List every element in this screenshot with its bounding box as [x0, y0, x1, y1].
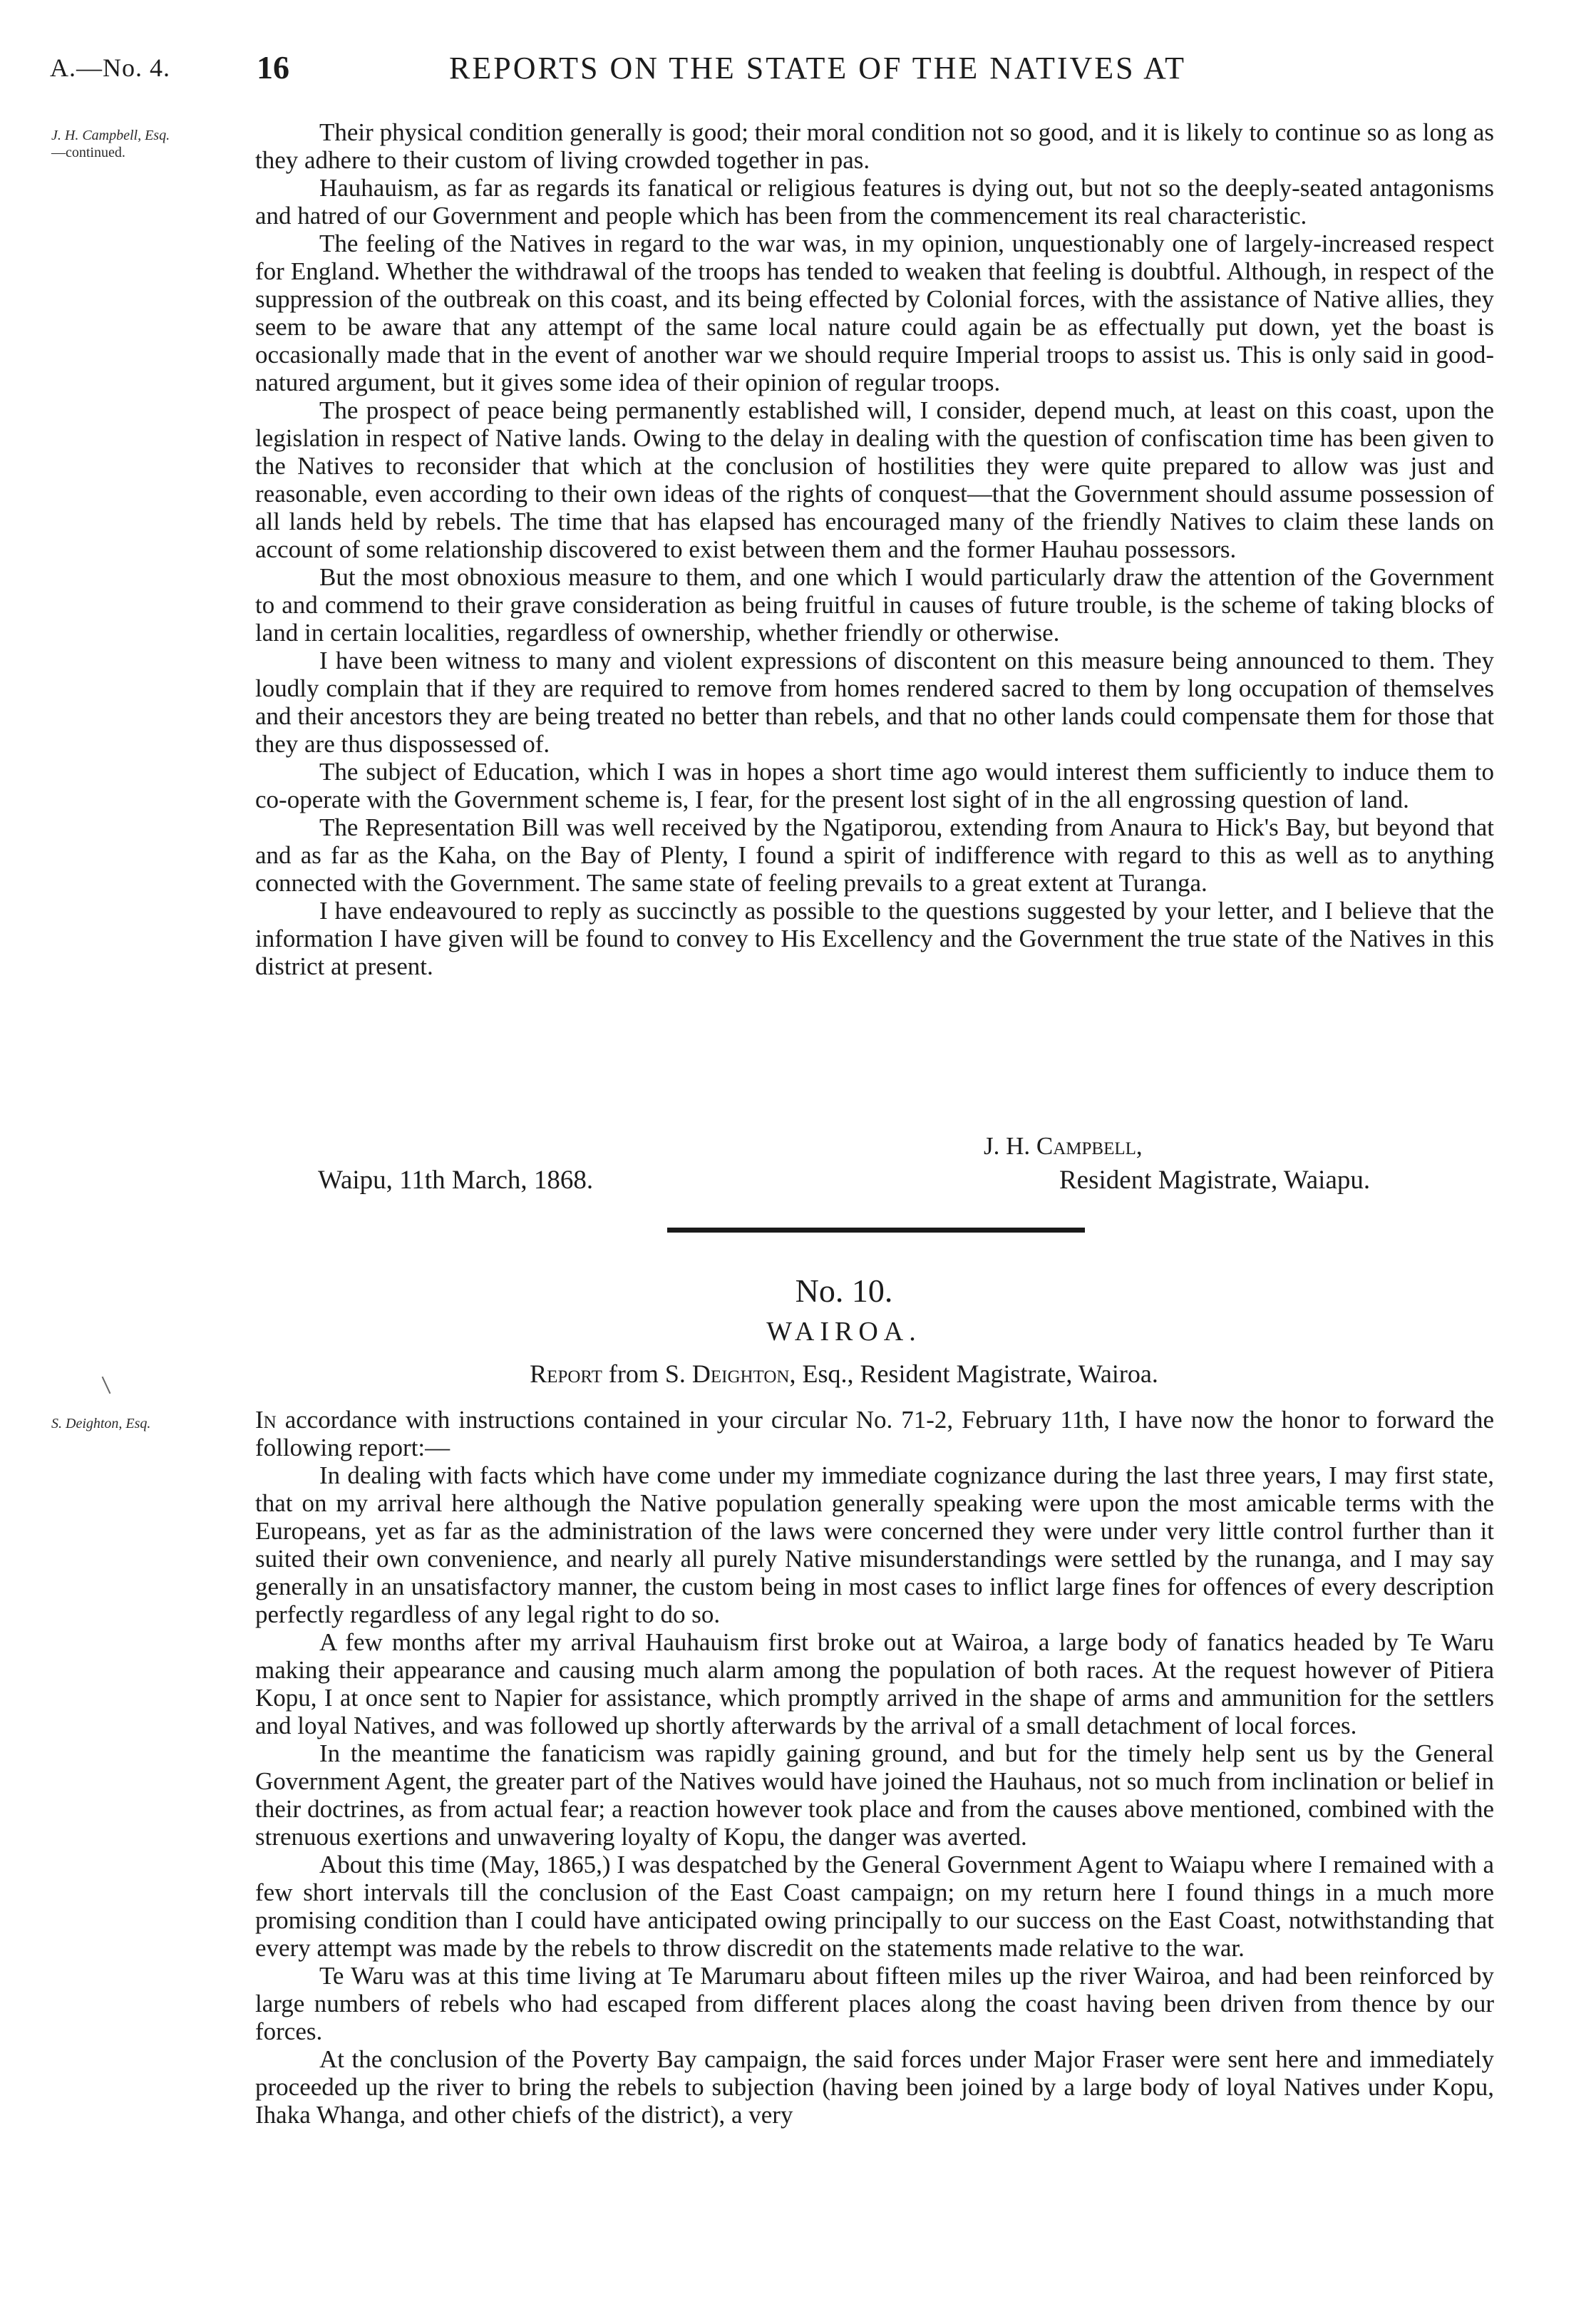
section-subtitle [0, 1359, 1591, 1389]
deighton-report-body [255, 1406, 1494, 2129]
subtitle-from: from S. [602, 1359, 692, 1388]
paragraph: The feeling of the Natives in regard to the war was, in my opinion, unquestionably one of largely-increased respect for England. Whether the withdrawal of the troops has tended to weaken that feeling is doubtful. Although, in respect of the suppression of the outbreak on this coast, and its being effected by Colonial forces, with the assistance of Native allies, they seem to be aware that any attempt of the same local nature could again be as effectually put down, yet the boast is occasionally made that in the event of another war we should require Imperial troops to assist us. This is only said in good-natured argument, but it gives some idea of their opinion of regular troops. [255, 230, 1494, 396]
section-place: WAIROA. [766, 1317, 922, 1347]
paragraph: The Representation Bill was well received by the Ngatiporou, extending from Anaura to Hick's Bay, but beyond that and as far as the Kaha, on the Bay of Plenty, I found a spirit of indifference with regard to this as well as to anything connected with the Government. The same state of feeling prevails to a great extent at Turanga. [255, 813, 1494, 897]
section-divider [667, 1228, 1085, 1233]
page-number: 16 [257, 49, 289, 86]
signature-place-date: Waipu, 11th March, 1868. [318, 1166, 594, 1195]
opening-paragraph [255, 1406, 1494, 1461]
page-header [50, 48, 1490, 98]
sidenote-campbell-name: J. H. Campbell, Esq. [51, 128, 170, 143]
paragraph: The prospect of peace being permanently established will, I consider, depend much, at least on this coast, upon the legislation in respect of Native lands. Owing to the delay in dealing with the question of confiscation time has been given to the Natives to reconsider that which at the conclusion of hostilities they were quite prepared to allow was just and reasonable, even according to their own ideas of the rights of conquest—that the Government should assume possession of all lands held by rebels. The time that has elapsed has encouraged many of the friendly Natives to claim these lands on account of some relationship discovered to exist between them and the former Hauhau possessors. [255, 396, 1494, 563]
sidenote-deighton-name: S. Deighton, Esq. [51, 1416, 151, 1431]
signature-name: J. H. Campbell, [984, 1132, 1143, 1160]
paragraph: A few months after my arrival Hauhauism first broke out at Wairoa, a large body of fanatics headed by Te Waru making their appearance and causing much alarm among the population of both races. At the request however of Pitiera Kopu, I at once sent to Napier for assistance, which promptly arrived in the shape of arms and ammunition for the settlers and loyal Natives, and was followed up shortly afterwards by the arrival of a small detachment of local forces. [255, 1628, 1494, 1739]
paragraph: Te Waru was at this time living at Te Marumaru about fifteen miles up the river Wairoa, and had been reinforced by large numbers of rebels who had escaped from different places along the coast having been driven from thence by our forces. [255, 1962, 1494, 2045]
sidenote-campbell-continued: —continued. [51, 145, 125, 160]
signature-title: Resident Magistrate, Waiapu. [1059, 1166, 1371, 1195]
opening-rest: accordance with instructions contained in your circular No. 71-2, February 11th, I have now the honor to forward the following report:— [255, 1406, 1494, 1461]
campbell-report-body [255, 118, 1494, 980]
paragraph: Their physical condition generally is good; their moral condition not so good, and it is likely to continue so as long as they adhere to their custom of living crowded together in pas. [255, 118, 1494, 174]
running-title: REPORTS ON THE STATE OF THE NATIVES AT [449, 51, 1186, 86]
paragraph: But the most obnoxious measure to them, and one which I would particularly draw the attention of the Government to and commend to their grave consideration as being fruitful in causes of future trouble, is the scheme of taking blocks of land in certain localities, regardless of ownership, whether friendly or otherwise. [255, 563, 1494, 647]
paragraph: About this time (May, 1865,) I was despatched by the General Government Agent to Waiapu where I remained with a few short intervals till the conclusion of the East Coast campaign; on my return here I found things in a much more promising condition than I could have anticipated owing principally to our success on the East Coast, notwithstanding that every attempt was made by the rebels to throw discredit on the statements made relative to the war. [255, 1851, 1494, 1962]
paragraph: The subject of Education, which I was in hopes a short time ago would interest them sufficiently to induce them to co-operate with the Government scheme is, I fear, for the present lost sight of in the all engrossing question of land. [255, 758, 1494, 813]
opening-word: In [255, 1406, 277, 1434]
document-reference: A.—No. 4. [50, 53, 170, 82]
section-number: No. 10. [795, 1272, 893, 1309]
sidenote-campbell [51, 127, 170, 161]
paragraph: At the conclusion of the Poverty Bay campaign, the said forces under Major Fraser were sent here and immediately proceeded up the river to bring the rebels to subjection (having been joined by a large body of loyal Natives under Kopu, Ihaka Whanga, and other chiefs of the district), a very [255, 2045, 1494, 2129]
paragraph: In dealing with facts which have come under my immediate cognizance during the last three years, I may first state, that on my arrival here although the Native population generally speaking were upon the most amicable terms with the Europeans, yet as far as the administration of the laws were concerned they were under very little control further than it suited their own convenience, and nearly all purely Native misunderstandings were settled by the runanga, and I may say generally in an unsatisfactory manner, the custom being in most cases to inflict large fines for offences of every description perfectly regardless of any legal right to do so. [255, 1461, 1494, 1628]
subtitle-report-word: Report [530, 1359, 602, 1388]
subtitle-name: Deighton [691, 1359, 790, 1388]
paragraph: I have been witness to many and violent expressions of discontent on this measure being announced to them. They loudly complain that if they are required to remove from homes rendered sacred to them by long occupation of themselves and their ancestors they are being treated no better than rebels, and that no other lands could compensate them for those that they are thus dispossessed of. [255, 647, 1494, 758]
sidenote-deighton [51, 1415, 150, 1432]
subtitle-suffix: , Esq., Resident Magistrate, Wairoa. [789, 1359, 1158, 1388]
paragraph: In the meantime the fanaticism was rapidly gaining ground, and but for the timely help sent us by the General Government Agent, the greater part of the Natives would have joined the Hauhaus, not so much from inclination or belief in their doctrines, as from actual fear; a reaction however took place and from the causes above mentioned, combined with the strenuous exertions and unwavering loyalty of Kopu, the danger was averted. [255, 1739, 1494, 1851]
paragraph: Hauhauism, as far as regards its fanatical or religious features is dying out, but not so the deeply-seated antagonisms and hatred of our Government and people which has been from the commencement its real characteristic. [255, 174, 1494, 230]
paragraph: I have endeavoured to reply as succinctly as possible to the questions suggested by your letter, and I believe that the information I have given will be found to convey to His Excellency and the Government the true state of the Natives in this district at present. [255, 897, 1494, 980]
